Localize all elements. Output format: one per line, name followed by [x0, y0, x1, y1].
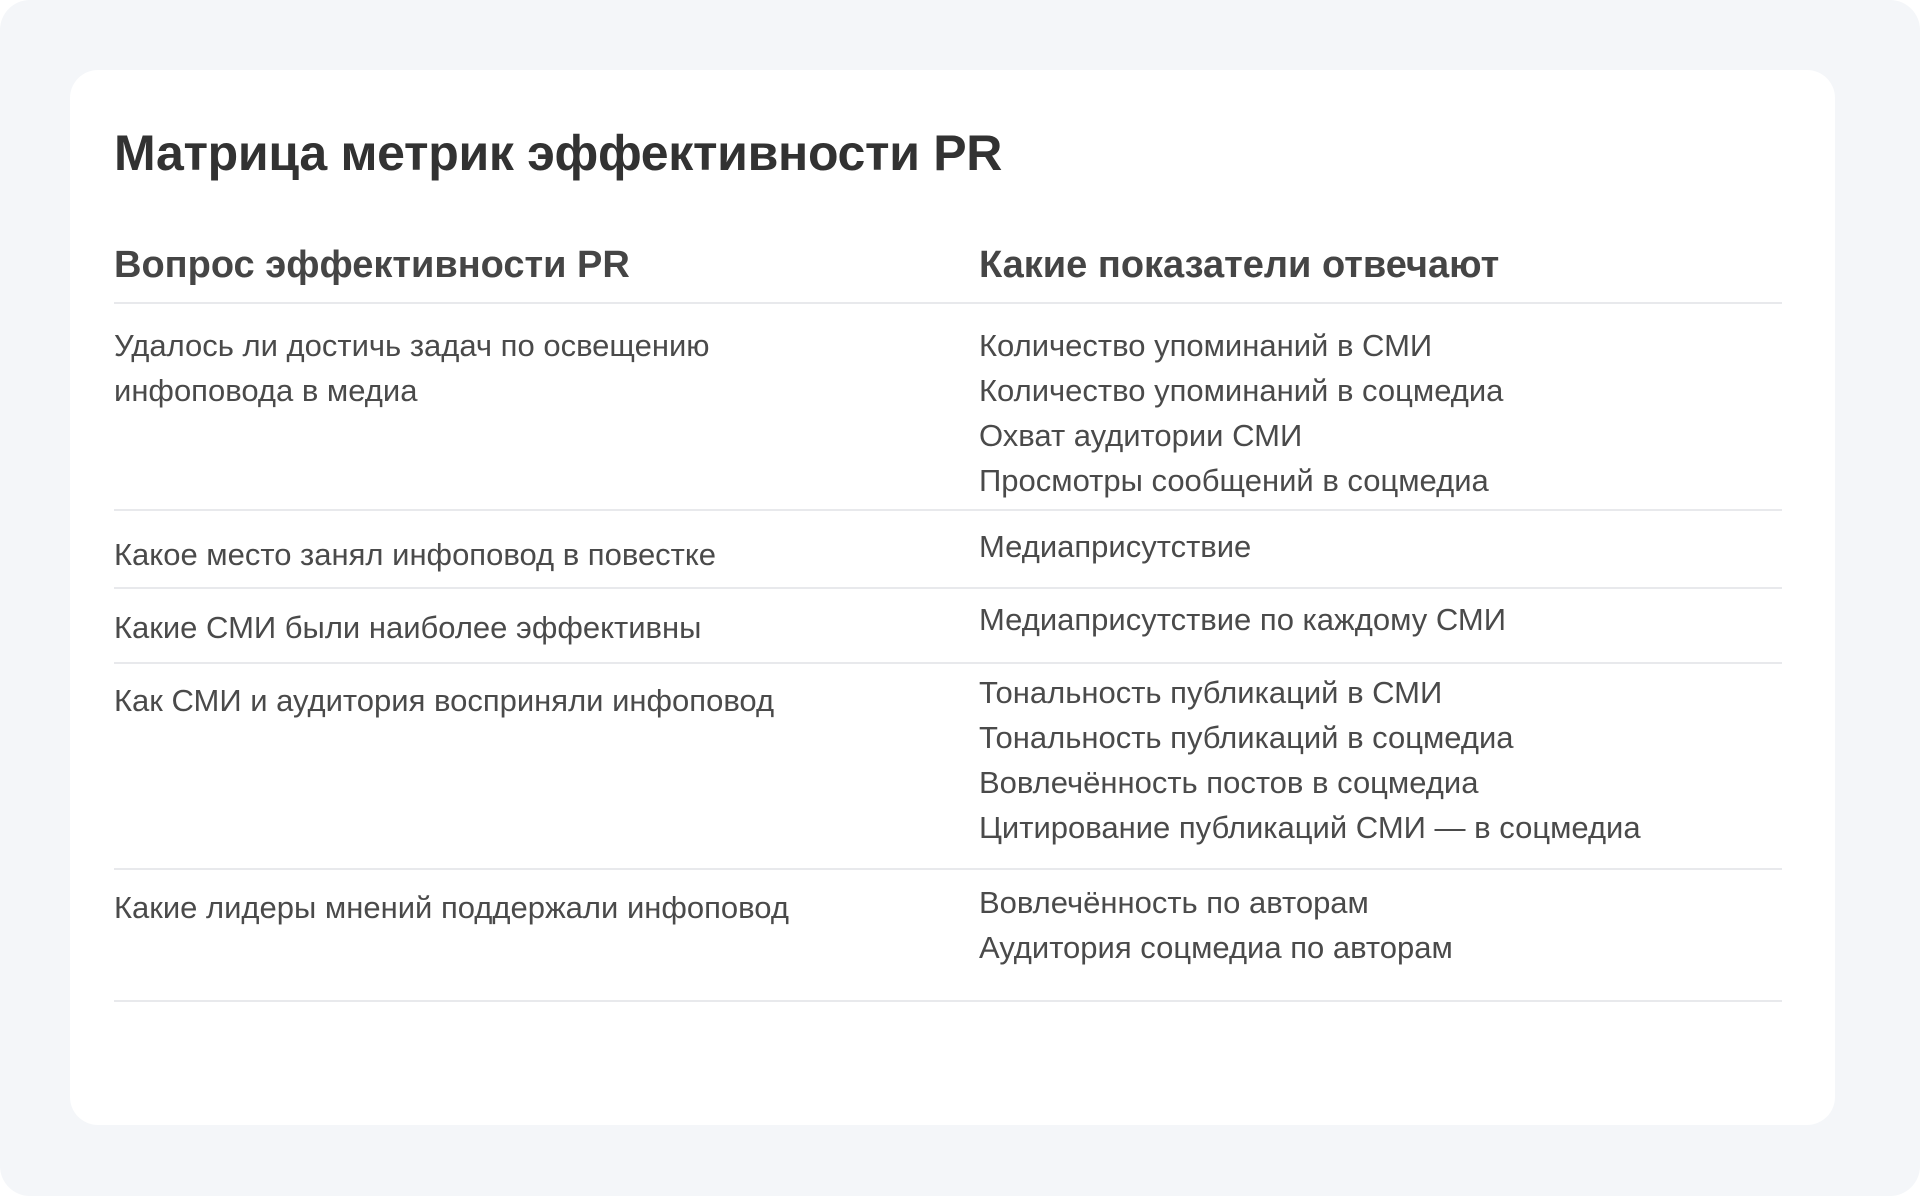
- metric-item: Тональность публикаций в СМИ: [979, 675, 1443, 710]
- question-line: Какое место занял инфоповод в повестке: [114, 537, 717, 572]
- metric-item: Медиаприсутствие: [979, 529, 1252, 564]
- question-line: инфоповода в медиа: [114, 373, 418, 408]
- question-line: Как СМИ и аудитория восприняли инфоповод: [114, 683, 775, 718]
- metric-item: Просмотры сообщений в соцмедиа: [979, 463, 1489, 498]
- table-row-1-metrics: [979, 323, 1503, 503]
- metric-item: Цитирование публикаций СМИ — в соцмедиа: [979, 810, 1641, 845]
- table-row-1-question: [114, 323, 710, 413]
- page-title: Матрица метрик эффективности PR: [114, 125, 1003, 181]
- question-line: Какие СМИ были наиболее эффективны: [114, 610, 702, 645]
- table-row-2-metrics: [979, 524, 1251, 569]
- row-divider: [114, 662, 1782, 664]
- metric-item: Охват аудитории СМИ: [979, 418, 1303, 453]
- table-bottom-divider: [114, 1000, 1782, 1002]
- table-row-3-metrics: [979, 597, 1506, 642]
- header-divider: [114, 302, 1782, 304]
- row-divider: [114, 868, 1782, 870]
- metric-item: Тональность публикаций в соцмедиа: [979, 720, 1514, 755]
- table-row-3-question: [114, 605, 701, 650]
- metric-item: Вовлечённость по авторам: [979, 885, 1369, 920]
- column-header-question: Вопрос эффективности PR: [114, 244, 630, 286]
- row-divider: [114, 587, 1782, 589]
- metric-item: Аудитория соцмедиа по авторам: [979, 930, 1453, 965]
- metric-item: Медиаприсутствие по каждому СМИ: [979, 602, 1507, 637]
- question-line: Удалось ли достичь задач по освещению: [114, 328, 710, 363]
- content-card: [70, 70, 1835, 1125]
- question-line: Какие лидеры мнений поддержали инфоповод: [114, 890, 789, 925]
- table-row-4-metrics: [979, 670, 1641, 850]
- table-row-5-question: [114, 885, 789, 930]
- table-row-2-question: [114, 532, 716, 577]
- metric-item: Вовлечённость постов в соцмедиа: [979, 765, 1479, 800]
- metric-item: Количество упоминаний в СМИ: [979, 328, 1433, 363]
- row-divider: [114, 509, 1782, 511]
- column-header-metrics: Какие показатели отвечают: [979, 244, 1500, 286]
- table-row-4-question: [114, 678, 774, 723]
- table-row-5-metrics: [979, 880, 1453, 970]
- metric-item: Количество упоминаний в соцмедиа: [979, 373, 1504, 408]
